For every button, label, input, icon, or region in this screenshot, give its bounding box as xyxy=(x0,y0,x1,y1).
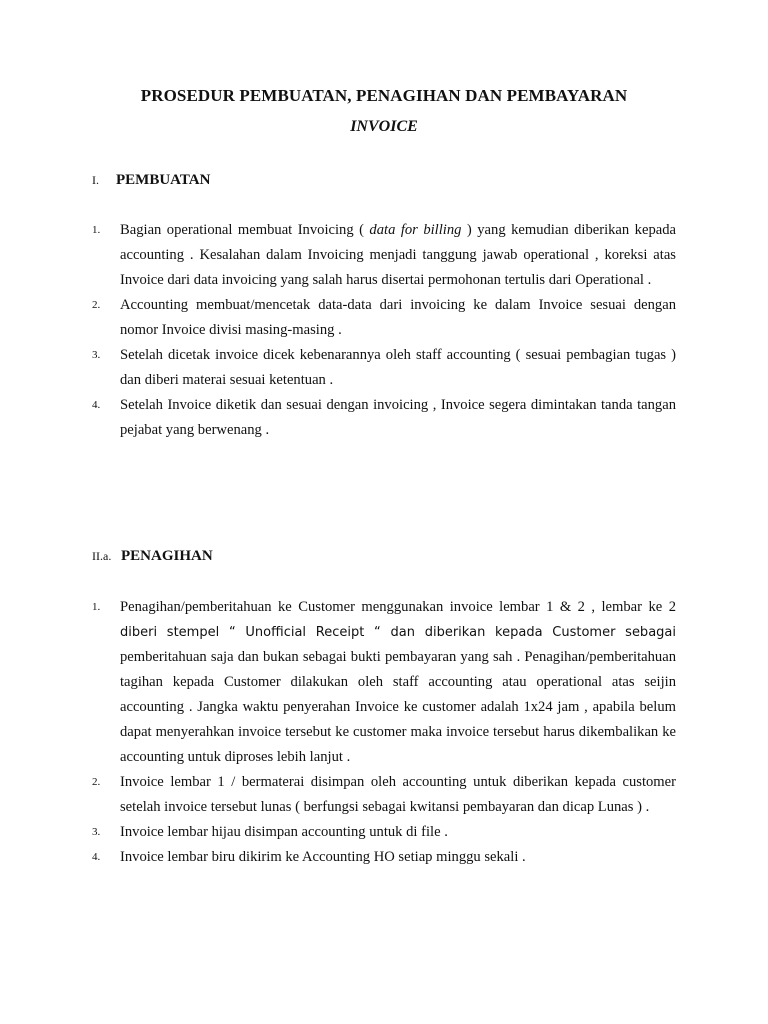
item-stamp-text: diberi stempel “ Unofficial Receipt “ dan diberikan kepada Customer sebagai xyxy=(120,625,676,640)
section-number: II.a. xyxy=(92,549,112,563)
item-text: Setelah dicetak invoice dicek kebenarannya oleh staff accounting ( sesuai pembagian tugas ) dan diberi materai sesuai ketentuan . xyxy=(120,347,676,388)
item-text: Penagihan/pemberitahuan ke Customer menggunakan invoice lembar 1 & 2 , lembar ke 2 xyxy=(120,599,676,615)
item-number: 4. xyxy=(92,399,101,411)
item-number: 3. xyxy=(92,349,101,361)
item-number: 2. xyxy=(92,776,101,788)
item-text: pemberitahuan saja dan bukan sebagai bukti pembayaran yang sah . Penagihan/pemberitahuan tagihan kepada Customer dilakukan oleh staff accounting atau operational atas seijin accounting . Jangka waktu penyerahan Invoice ke customer adalah 1x24 jam , apabila belum dapat menyerahkan invoice tersebut ke customer maka invoice tersebut harus dikembalikan ke accounting untuk diproses lebih lanjut . xyxy=(120,649,676,765)
item-emphasis: data for billing xyxy=(369,222,462,238)
item-text: ) yang kemudian diberikan kepada accounting . Kesalahan dalam Invoicing menjadi tanggung jawab operational , koreksi atas Invoice dari data invoicing yang salah harus disertai permohonan tertulis dari Operational . xyxy=(120,222,677,288)
section-heading-penagihan xyxy=(92,548,213,565)
list-item xyxy=(92,293,676,343)
item-number: 3. xyxy=(92,826,101,838)
list-item xyxy=(92,770,676,820)
list-item xyxy=(92,595,676,770)
list-item xyxy=(92,820,676,845)
item-number: 1. xyxy=(92,224,101,236)
section-number: I. xyxy=(92,173,99,187)
section-title: PENAGIHAN xyxy=(121,548,213,564)
pembuatan-list xyxy=(92,218,676,443)
item-text: Invoice lembar hijau disimpan accounting untuk di file . xyxy=(120,824,448,840)
item-text: Invoice lembar 1 / bermaterai disimpan oleh accounting untuk diberikan kepada customer setelah invoice tersebut lunas ( berfungsi sebagai kwitansi pembayaran dan dicap Lunas ) . xyxy=(120,774,676,815)
item-text: Accounting membuat/mencetak data-data dari invoicing ke dalam Invoice sesuai dengan nomor Invoice divisi masing-masing . xyxy=(120,297,676,338)
item-number: 1. xyxy=(92,601,101,613)
section-heading-pembuatan xyxy=(92,172,210,189)
penagihan-list xyxy=(92,595,676,870)
document-title: PROSEDUR PEMBUATAN, PENAGIHAN DAN PEMBAYARAN xyxy=(140,86,628,105)
item-text: Invoice lembar biru dikirim ke Accounting HO setiap minggu sekali . xyxy=(120,849,526,865)
item-text: Setelah Invoice diketik dan sesuai dengan invoicing , Invoice segera dimintakan tanda tangan pejabat yang berwenang . xyxy=(120,397,676,438)
section-title: PEMBUATAN xyxy=(116,172,211,188)
list-item xyxy=(92,218,676,293)
document-subtitle: INVOICE xyxy=(350,118,418,135)
list-item xyxy=(92,343,676,393)
list-item xyxy=(92,845,676,870)
item-number: 2. xyxy=(92,299,101,311)
list-item xyxy=(92,393,676,443)
item-number: 4. xyxy=(92,851,101,863)
item-text: Bagian operational membuat Invoicing ( xyxy=(120,222,370,238)
